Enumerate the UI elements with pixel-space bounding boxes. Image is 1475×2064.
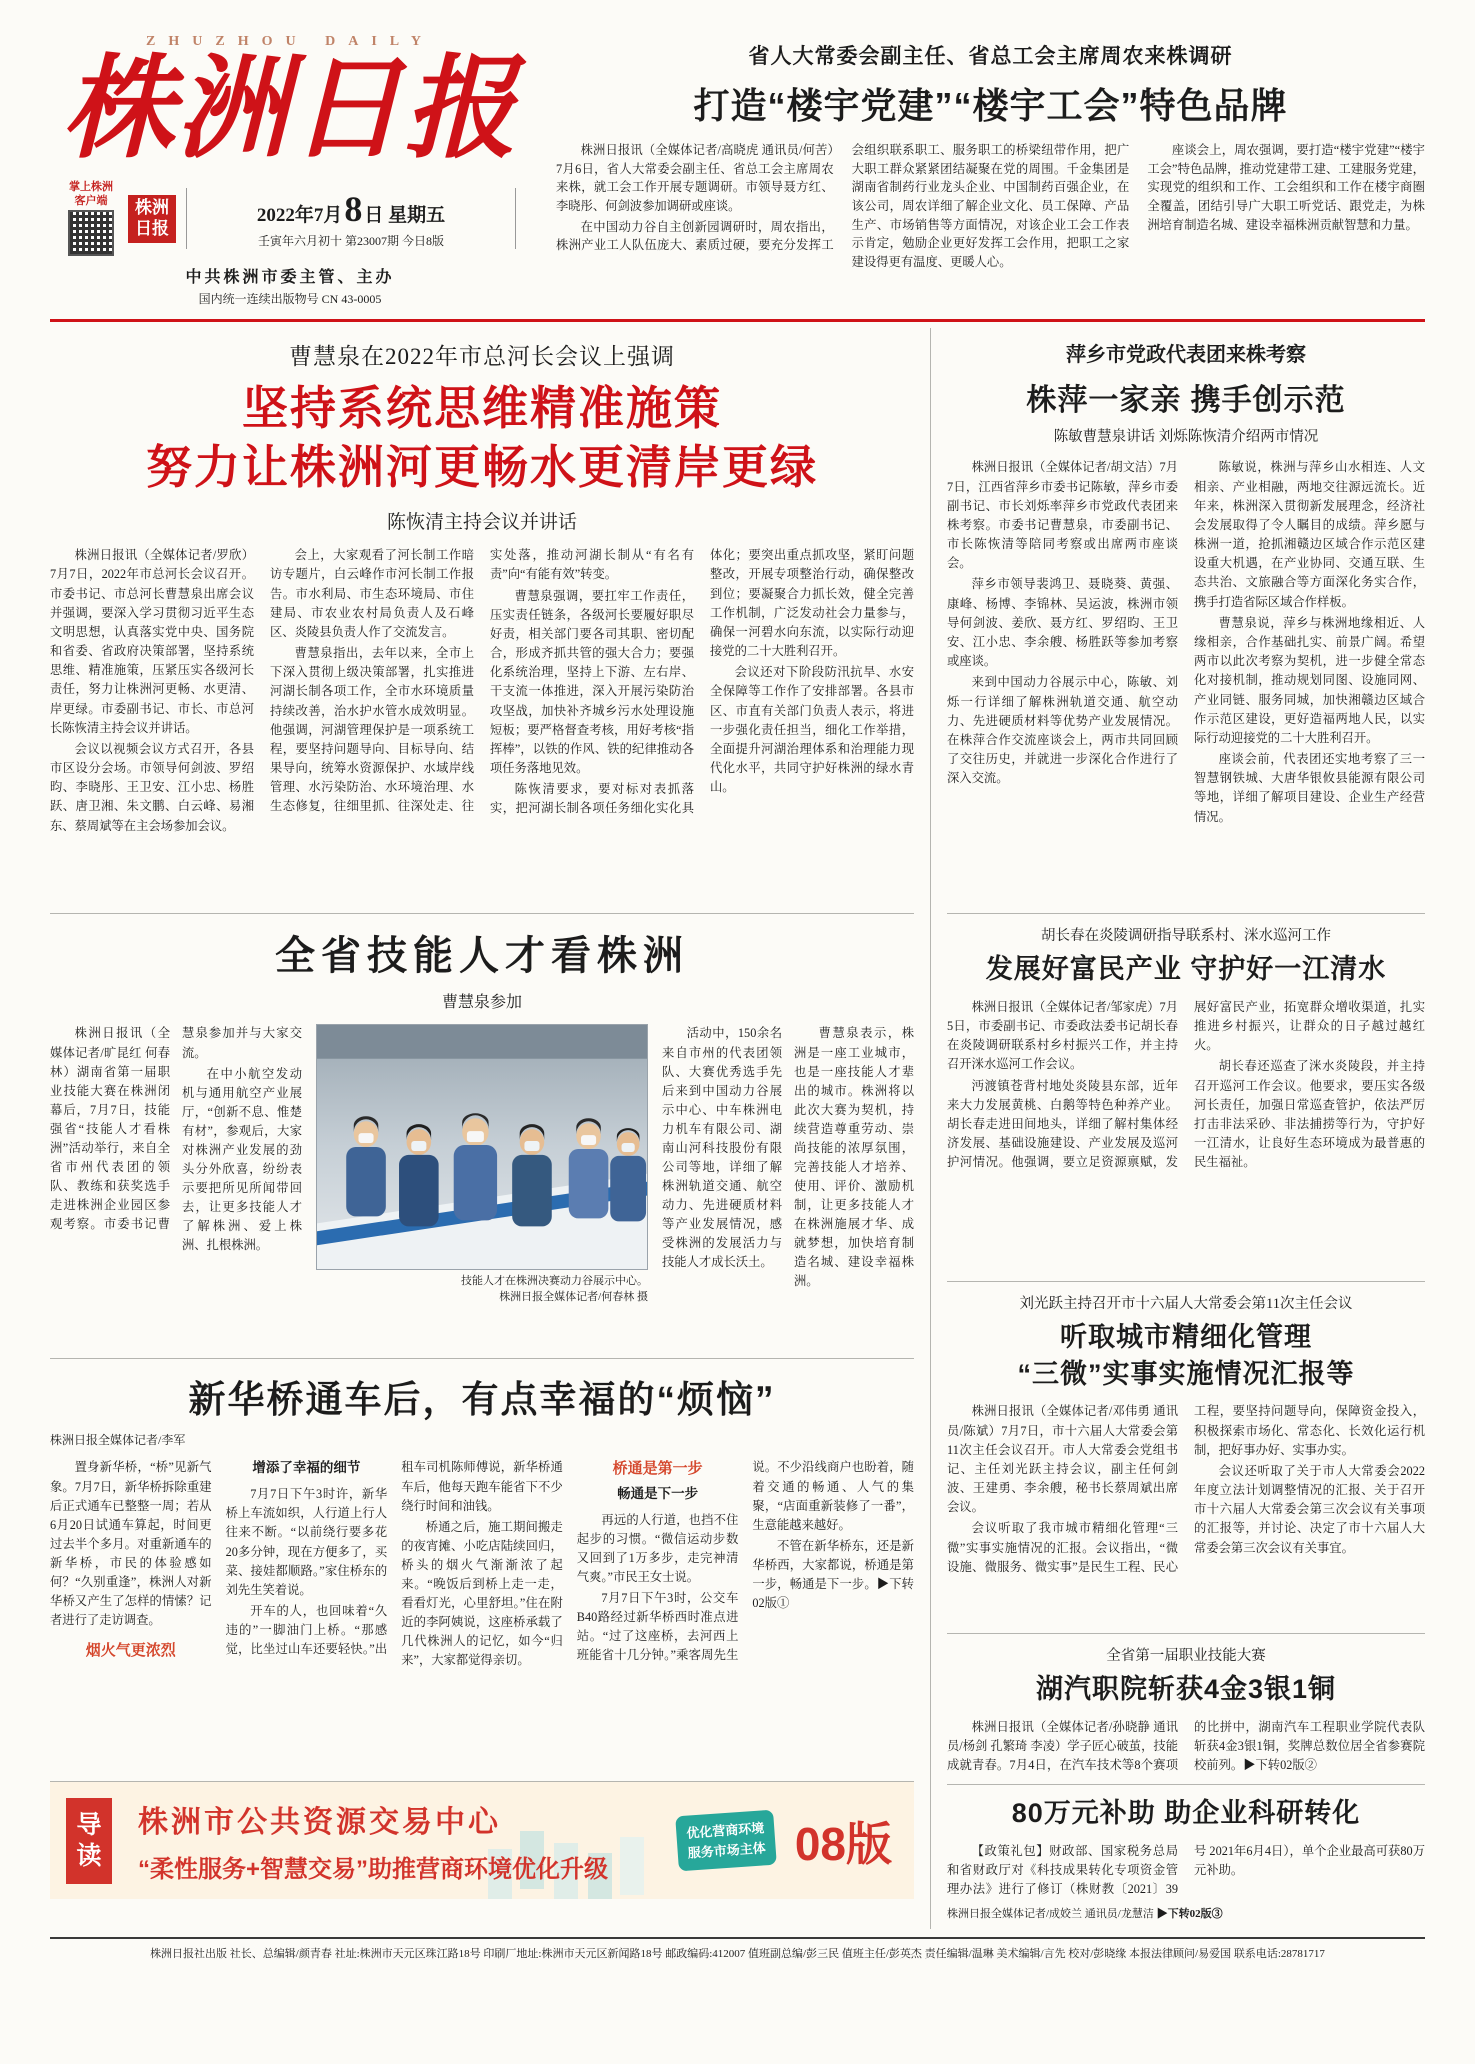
- app-qr-block: [64, 181, 118, 257]
- paragraph: 曹慧泉强调，要扛牢工作责任，压实责任链条，各级河长要履好职尽好责，相关部门要各司其职、密切配合，形成齐抓共管的强大合力；要强化系统治理，坚持上下游、左右岸、干支流一体推进，深入开展污染防治攻坚战，加快补齐城乡污水处理设施短板；要严格督查考核，用好考核“指挥棒”，以铁的作风、铁的纪律推动各项任务落地见效。: [490, 588, 694, 776]
- article-yanling-research: [947, 913, 1425, 1281]
- imprint-footer: 株洲日报社出版 社长、总编辑/颜青春 社址:株洲市天元区珠江路18号 印刷厂地址:株洲市天元区新闻路18号 邮政编码:412007 值班副总编/彭三民 值班主任/彭英杰 责任编辑/温琳 美术编辑/言先 校对/彭晓缘 本报法律顾问/易爱国 联系电话:28781717: [50, 1937, 1425, 1961]
- reporter-credit: 株洲日报全媒体记者/成姣兰 通讯员/龙慧洁: [947, 1908, 1154, 1921]
- article-subheadline: 陈恢清主持会议并讲话: [386, 512, 577, 534]
- article-headline: 全省技能人才看株洲: [275, 934, 689, 979]
- right-column: [930, 328, 1425, 1929]
- article-pingxiang-visit: [947, 328, 1425, 913]
- article-body-right: [662, 1024, 914, 1306]
- news-photo-block: [316, 1024, 648, 1306]
- masthead-english-title: ZHUZHOU DAILY: [146, 34, 434, 49]
- article-headline: 打造“楼宇党建”“楼宇工会”特色品牌: [693, 85, 1288, 126]
- article-kicker: 省人大常委会副主任、省总工会主席周农来株调研: [748, 44, 1233, 68]
- paragraph: 株洲日报讯（全媒体记者/邹家虎）7月5日，市委副书记、市委政法委书记胡长春在炎陵调研联系村乡村振兴工作，并主持召开洣水巡河工作会议。: [947, 999, 1178, 1072]
- article-kicker: 全省第一届职业技能大赛: [1106, 1648, 1266, 1665]
- article-body: [947, 1718, 1425, 1777]
- daodu-teaser-banner: [50, 1781, 914, 1899]
- photo-credit: 株洲日报全媒体记者/何春林 摄: [499, 1291, 648, 1304]
- article-section: [226, 1458, 563, 1670]
- article-layout: [50, 1024, 914, 1306]
- article-intro: [50, 1458, 212, 1629]
- article-body: [947, 1402, 1425, 1577]
- jump-to-page-marker: ▶下转02版③: [1156, 1908, 1223, 1921]
- teaser-page-number: 08版: [794, 1817, 892, 1870]
- date-block: [186, 188, 516, 249]
- article-headline: 新华桥通车后，有点幸福的“烦恼”: [188, 1379, 776, 1421]
- paragraph: 在中国动力谷自主创新园调研时，周农指出，株洲产业工人队伍庞大、素质过硬，要充分发挥工会组织联系职工、服务职工的桥梁纽带作用，把广大职工群众紧紧团结凝聚在党的周围。千金集团是湖南省制药行业龙头企业、中国制药百强企业，在该公司，周农详细了解企业文化、员工保障、产品生产、市场销售等方面情况，对该企业工会工作表示肯定，勉励企业更好发挥工会作用，把职工之家建设得更有温度、更暖人心。: [556, 143, 1130, 270]
- teaser-subtitle: “柔性服务+智慧交易”助推营商环境优化升级: [138, 1856, 609, 1884]
- masthead-row: [50, 34, 1425, 307]
- paragraph: 曹慧泉指出，去年以来，全市上下深入贯彻上级决策部署，扎实推进河湖长制各项工作，全市水环境质量持续改善，治水护水管水成效明显。他强调，河湖管理保护是一项系统工程，要坚持问题导向、目标导向、结果导向，统筹水资源保护、水域岸线管理、水污染防治、水环境治理、水生态修复，往细里抓、往深处走、往实处落，推动河湖长制从“有名有责”向“有能有效”转变。: [270, 548, 694, 814]
- masthead-info-row: [50, 181, 530, 257]
- article-byline: 株洲日报全媒体记者/李军: [50, 1433, 186, 1448]
- paragraph: 萍乡市领导裴鸿卫、聂晓葵、黄强、康峰、杨博、李锦林、吴运波，株洲市领导何剑波、姜欣、聂方红、罗绍昀、王卫安、江小忠、李余艘、杨胜跃等参加考察或座谈。: [947, 577, 1178, 669]
- paragraph: 会议听取了我市城市精细化管理“三微”实事实施情况的汇报。会议指出，“微设施、微服务、微实事”是民生工程、民心工程，要坚持问题导向，保障资金投入，积极探索市场化、常态化、长效化运行机制，把好事办好、实事办实。: [947, 1404, 1425, 1574]
- article-npc-meeting: [947, 1281, 1425, 1633]
- date-weekday: 日 星期五: [364, 205, 446, 227]
- news-photo: [316, 1024, 648, 1270]
- article-river-chief: [50, 328, 914, 913]
- article-crosshead-red: 桥通是第一步: [612, 1461, 703, 1478]
- daodu-label: 导读: [66, 1798, 112, 1885]
- paragraph: 株洲日报讯（全媒体记者/胡文洁）7月7日，江西省萍乡市委书记陈敏，萍乡市委副书记、市长刘烁率萍乡市党政代表团来株考察。市委书记曹慧泉，市委副书记、市长陈恢清等陪同考察或出席两市座谈会。: [947, 460, 1178, 571]
- left-column: [50, 328, 930, 1929]
- headline-line1: 听取城市精细化管理: [1060, 1322, 1312, 1353]
- paragraph: 株洲日报讯（全媒体记者/高晓虎 通讯员/何苦）7月6日，省人大常委会副主任、省总工会主席周农来株，就工会工作开展专题调研。市领导聂方红、李晓彤、何剑波参加调研或座谈。: [556, 143, 834, 214]
- paragraph: 再远的人行道，也挡不住起步的习惯。“微信运动步数又回到了1万多步，走完神清气爽。”市民王女士说。: [576, 1512, 739, 1584]
- article-kicker: 胡长春在炎陵调研指导联系村、洣水巡河工作: [1041, 928, 1331, 945]
- page-body: [50, 328, 1425, 1929]
- article-skills-talent: [50, 913, 914, 1358]
- article-body: [947, 998, 1425, 1174]
- article-crosshead-red: 烟火气更浓烈: [85, 1642, 176, 1659]
- date-prefix: 2022年7月: [256, 205, 343, 227]
- paragraph: 株洲日报讯（全媒体记者/邓伟勇 通讯员/陈斌）7月7日，市十六届人大常委会第11次主任会议召开。市人大常委会党组书记、主任刘光跃主持会议，副主任何剑波、王建勇、李余艘，秘书长蔡周斌出席会议。: [947, 1404, 1178, 1515]
- article-xinhua-bridge: [50, 1358, 914, 1773]
- paragraph: 来到中国动力谷展示中心，陈敏、刘烁一行详细了解株洲轨道交通、航空动力、先进硬质材料等优势产业发展情况。在株萍合作交流座谈会上，两市共同回顾了交往历史，并就进一步深化合作进行了深入交流。: [947, 675, 1178, 786]
- teaser-text: [138, 1797, 657, 1884]
- paragraph: 会上，大家观看了河长制工作暗访专题片，白云峰作市河长制工作报告。市水利局、市生态环境局、市住建局、市农业农村局负责人及石峰区、炎陵县负责人作了交流发言。: [270, 548, 474, 639]
- paragraph: 座谈会前，代表团还实地考察了三一智慧钢铁城、大唐华银攸县能源有限公司等地，详细了解项目建设、企业生产经营情况。: [1194, 752, 1425, 824]
- newspaper-brand-title: 株洲日报: [62, 48, 518, 172]
- publication-date: [195, 188, 507, 230]
- paragraph: 桥通之后，施工期间搬走的夜宵摊、小吃店陆续回归，桥头的烟火气渐渐浓了起来。“晚饭后到桥上走一走，看看灯光，心里舒坦。”住在附近的李阿姨说，这座桥承载了几代株洲人的记忆，如今“归来”，大家都觉得亲切。: [401, 1519, 563, 1667]
- paragraph: 陈恢清要求，要对标对表抓落实，把河湖长制各项任务细化实化具体化；要突出重点抓攻坚，紧盯问题整改，开展专项整治行动，确保整改到位；要凝聚合力抓长效，健全完善工作机制，广泛发动社会力量参与，确保一河碧水向东流，以实际行动迎接党的二十大胜利召开。: [490, 548, 914, 816]
- article-headline-line2: 努力让株洲河更畅水更清岸更绿: [146, 441, 818, 494]
- article-body: [50, 1458, 914, 1670]
- qr-code-icon: [68, 210, 114, 256]
- app-label: 掌上株洲 客户端: [69, 180, 113, 207]
- article-body: [50, 546, 914, 836]
- article-kicker: 萍乡市党政代表团来株考察: [1066, 344, 1306, 367]
- date-day: 8: [344, 189, 363, 230]
- article-subheadline: 曹慧泉参加: [441, 994, 522, 1012]
- paragraph: 曹慧泉表示，株洲是一座工业城市，也是一座技能人才辈出的城市。株洲将以此次大赛为契机，持续营造尊重劳动、崇尚技能的浓厚氛围，完善技能人才培养、使用、评价、激励机制，让更多技能人才在株洲施展才华、成就梦想，加快培育制造名城、建设幸福株洲。: [794, 1026, 914, 1289]
- business-environment-badge: [675, 1810, 777, 1872]
- paragraph: 会议以视频会议方式召开，各县市区设分会场。市领导何剑波、罗绍昀、李晓彤、王卫安、江小忠、杨胜跃、唐卫湘、朱文鹏、白云峰、易湘东、蔡周斌等在主会场参加会议。: [50, 741, 254, 833]
- article-headline: 发展好富民产业 守护好一江清水: [985, 954, 1387, 985]
- badge-line2: 服务市场主体: [687, 1840, 766, 1861]
- article-headline: 湖汽职院斩获4金3银1铜: [1035, 1674, 1337, 1705]
- article-body: [947, 458, 1425, 826]
- paragraph: 座谈会上，周农强调，要打造“楼宇党建”“楼宇工会”特色品牌，推动党建带工建、工建服务党建，实现党的组织和工作、工会组织和工作在楼宇商圈全覆盖，团结引导广大职工听党话、跟党走，为株洲培育制造名城、建设幸福株洲贡献智慧和力量。: [1147, 143, 1425, 232]
- paragraph: 会议还听取了关于市人大常委会2022年度立法计划调整情况的汇报、关于召开市十六届人大常委会第三次会议有关事项的汇报等，并讨论、决定了市十六届人大常委会第三次会议有关事宜。: [1194, 1463, 1425, 1555]
- article-headline: 80万元补助 助企业科研转化: [1011, 1798, 1361, 1829]
- photo-caption-text: 技能人才在株洲决赛动力谷展示中心。: [461, 1275, 648, 1288]
- paragraph: 不管在新华桥东，还是新华桥西，大家都说，桥通是第一步，畅通是下一步。▶下转02版①: [752, 1538, 914, 1610]
- issue-line: 壬寅年六月初十 第23007期 今日8版: [257, 234, 444, 249]
- article-top-right: [556, 34, 1425, 307]
- paragraph: 株洲日报讯（全媒体记者/旷昆红 何春林）湖南省第一届职业技能大赛在株洲闭幕后，7月7日，技能强省“技能人才看株洲”活动举行，来自全省市州代表团的领队、教练和获奖选手走进株洲企业园区参观考察。市委书记曹慧泉参加并与大家交流。: [50, 1026, 302, 1231]
- paragraph: 会议还对下阶段防汛抗旱、水安全保障等工作作了安排部署。各县市区、市直有关部门负责人表示，将进一步强化责任担当，细化工作举措，全面提升河湖治理体系和治理能力现代化水平，共同守护好株洲的绿水青山。: [710, 665, 914, 795]
- article-subheadline: 陈敏曹慧泉讲话 刘烁陈恢清介绍两市情况: [1053, 429, 1319, 446]
- publisher-line: 中共株洲市委主管、主办: [185, 269, 395, 287]
- paragraph: 株洲日报讯（全媒体记者/孙晓静 通讯员/杨剑 孔繁琦 李凌）学子匠心破茧，技能成就青春。7月4日，在汽车技术等8个赛项的比拼中，湖南汽车工程职业学院代表队斩获4金3银1铜，奖牌总数位居全省参赛院校前列。▶下转02版②: [947, 1719, 1425, 1773]
- paragraph: 胡长春还巡查了洣水炎陵段，并主持召开巡河工作会议。他要求，要压实各级河长责任，加强日常巡查管护，依法严厉打击非法采砂、非法捕捞等行为，守护好一江清水，让良好生态环境成为最普惠的民生福祉。: [1194, 1059, 1425, 1170]
- paragraph: 7月7日下午3时许，新华桥上车流如织，人行道上行人往来不断。“以前绕行要多花20多分钟，现在方便多了，买菜、接娃都顺路。”家住桥东的刘先生笑着说。: [225, 1487, 388, 1597]
- issn-line: 国内统一连续出版物号 CN 43-0005: [198, 292, 382, 307]
- paragraph: 株洲日报讯（全媒体记者/罗欣）7月7日，2022年市总河长会议召开。市委书记、市总河长曹慧泉出席会议并强调，要深入学习贯彻习近平生态文明思想，认真落实党中央、国务院和省委、省政府决策部署，坚持系统思维、精准施策，压紧压实各级河长责任，努力让株洲河更畅、水更清、岸更绿。市委副书记、市长、市总河长陈恢清主持会议并讲话。: [50, 548, 254, 735]
- masthead: [50, 34, 530, 307]
- paragraph: 曹慧泉说，萍乡与株洲地缘相近、人缘相亲，合作基础扎实、前景广阔。希望两市以此次考察为契机，进一步健全常态化对接机制，推动规划同图、设施同网、产业同链、服务同城，加快湘赣边区域合作示范区建设，更好造福两地人民，以实际行动迎接党的二十大胜利召开。: [1194, 615, 1425, 745]
- article-body: [556, 141, 1425, 272]
- paragraph: 沔渡镇苍背村地处炎陵县东部，近年来大力发展黄桃、白鹅等特色种养产业。胡长春走进田间地头，详细了解村集体经济发展、基础设施建设、产业发展及巡河护河情况。他强调，要立足资源禀赋，发展好富民产业，拓宽群众增收渠道，扎实推进乡村振兴，让群众的日子越过越红火。: [947, 999, 1425, 1170]
- paragraph: 活动中，150余名来自市州的代表团领队、大赛优秀选手先后来到中国动力谷展示中心、中车株洲电力机车有限公司、湖南山河科技股份有限公司等地，详细了解株洲轨道交通、航空动力、先进硬质材料等产业发展情况，感受株洲的发展活力与技能人才成长沃土。: [662, 1026, 782, 1270]
- photo-caption: [316, 1274, 648, 1306]
- article-headline-line1: 坚持系统思维精准施策: [242, 382, 722, 435]
- article-body-left: [50, 1024, 302, 1306]
- masthead-divider-rule: [50, 319, 1425, 322]
- article-crosshead: 畅通是下一步: [617, 1485, 699, 1501]
- article-kicker: 曹慧泉在2022年市总河长会议上强调: [289, 344, 675, 370]
- article-credit: [947, 1905, 1425, 1921]
- paragraph: 7月7日下午3时，公交车B40路经过新华桥西时准点进站。“过了这座桥，去河西上班能省十几分钟。”乘客周先生说。不少沿线商户也盼着，随着交通的畅通、人气的集聚，“店面重新装修了一番”，生意能越来越好。: [576, 1460, 914, 1662]
- headline-line2: “三微”实事实施情况汇报等: [1017, 1358, 1355, 1389]
- paragraph: 开车的人，也回味着“久违的”一脚油门上桥。“那感觉，比坐过山车还要轻快。”出租车司机陈师傅说，新华桥通车后，他每天跑车能省下不少绕行时间和油钱。: [225, 1460, 563, 1656]
- newspaper-seal-icon: 株洲日报: [128, 195, 176, 243]
- badge-line1: 优化营商环境: [685, 1820, 765, 1842]
- article-vocational-medals: [947, 1633, 1425, 1784]
- paragraph: 置身新华桥，“桥”见新气象。7月7日，新华桥拆除重建后正式通车已整整一周；若从6月20日试通车算起，时间更过去半个多月。对重新通车的新华桥，市民的体验感如何？“久别重逢”，株洲人对新华桥又产生了怎样的情愫？记者进行了走访调查。: [50, 1460, 212, 1627]
- paragraph: 陈敏说，株洲与萍乡山水相连、人文相亲、产业相融，两地交往源远流长。近年来，株洲深入贯彻新发展理念，经济社会发展取得了令人瞩目的成绩。萍乡愿与株洲一道，抢抓湘赣边区域合作示范区建设重大机遇，在产业协同、交通互联、生态共治、文旅融合等方面深化务实合作，携手打造省际区域合作样板。: [1194, 460, 1425, 609]
- article-crosshead: 增添了幸福的细节: [252, 1460, 361, 1476]
- article-headline: 株萍一家亲 携手创示范: [1026, 384, 1346, 418]
- teaser-title: 株洲市公共资源交易中心: [138, 1806, 501, 1840]
- article-headline: [947, 1319, 1425, 1392]
- paragraph: 【政策礼包】财政部、国家税务总局和省财政厅对《科技成果转化专项资金管理办法》进行了修订（株财教〔2021〕39号 2021年6月4日），单个企业最高可获80万元补助。: [947, 1843, 1425, 1897]
- article-body: [947, 1842, 1425, 1900]
- article-kicker: 刘光跃主持召开市十六届人大常委会第11次主任会议: [1019, 1296, 1353, 1313]
- article-subsidy: [947, 1784, 1425, 1929]
- paragraph: 在中小航空发动机与通用航空产业展厅，“创新不息、惟楚有材”，参观后，大家对株洲产业发展的劲头分外欣喜，纷纷表示要把所见所闻带回去，让更多技能人才了解株洲、爱上株洲、扎根株洲。: [182, 1066, 302, 1252]
